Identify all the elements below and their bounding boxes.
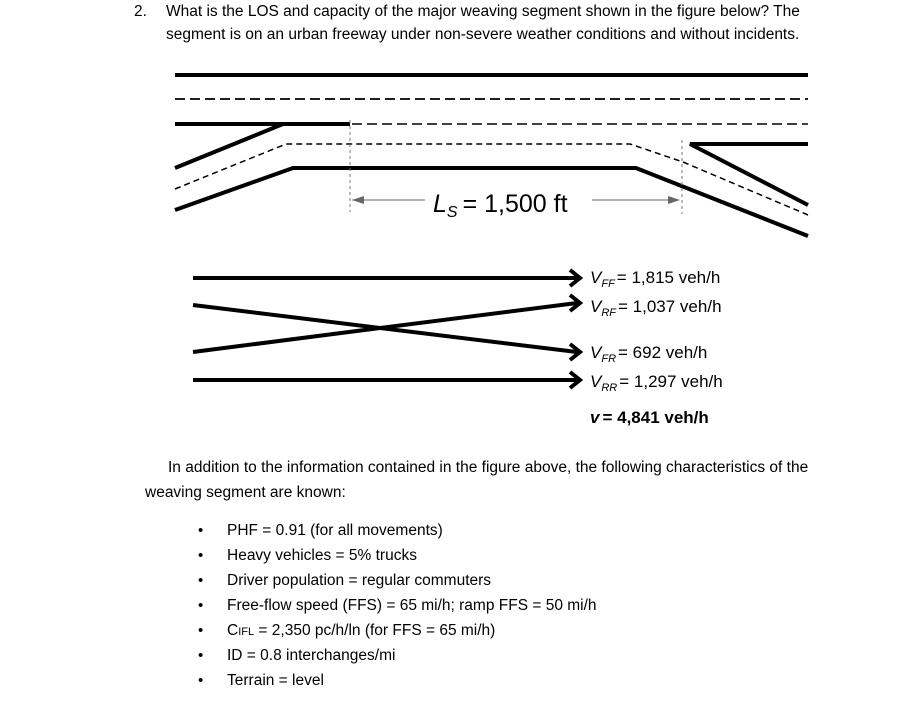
cifl-text: = 2,350 pc/h/ln (for FFS = 65 mi/h) <box>254 622 496 639</box>
question-number: 2. <box>134 3 147 20</box>
bullet: • <box>198 622 204 639</box>
bullet: • <box>198 597 204 614</box>
list-item-interchange-density <box>195 643 597 668</box>
list-item-heavy-vehicles <box>195 543 597 568</box>
on-ramp-nose <box>175 124 283 168</box>
list-item-terrain <box>195 668 597 693</box>
bullet: • <box>198 522 204 539</box>
list-item-driver-population <box>195 568 597 593</box>
list-item-phf <box>195 518 597 543</box>
interchange-density-text: ID = 0.8 interchanges/mi <box>227 647 396 664</box>
intro-line-1: In addition to the information contained in the figure above, the following characteristics of the <box>168 459 809 476</box>
bullet: • <box>198 647 204 664</box>
segment-length-label: $L_S = 1,500$ ft <box>433 190 568 221</box>
roadway-diagram <box>175 75 808 236</box>
length-arrow-right <box>668 196 680 204</box>
list-item-free-flow-speed <box>195 593 597 618</box>
characteristics-list <box>195 518 597 693</box>
driver-population-text: Driver population = regular commuters <box>227 572 492 589</box>
free-flow-speed-text: Free-flow speed (FFS) = 65 mi/h; ramp FFS = 50 mi/h <box>227 597 597 614</box>
length-arrow-left <box>352 196 364 204</box>
flow-label-rr: $V_{RR} = 1,297$ veh/h <box>590 372 723 394</box>
question-line-1: What is the LOS and capacity of the major weaving segment shown in the figure below? The <box>166 3 800 20</box>
flow-line-rf <box>193 303 577 328</box>
flow-label-ff: $V_{FF} = 1,815$ veh/h <box>590 268 721 290</box>
bullet: • <box>198 572 204 589</box>
flow-label-rf: $V_{RF} = 1,037$ veh/h <box>590 297 722 319</box>
flow-line-fr <box>193 328 577 352</box>
off-ramp-lane-line <box>683 162 808 215</box>
cifl-prefix: C <box>227 622 239 639</box>
bullet: • <box>198 672 204 689</box>
terrain-text: Terrain = level <box>227 672 324 689</box>
bullet: • <box>198 547 204 564</box>
list-item-cifl <box>195 618 597 643</box>
heavy-vehicles-text: Heavy vehicles = 5% trucks <box>227 547 417 564</box>
question-line-2: segment is on an urban freeway under non-severe weather conditions and without incidents. <box>166 26 800 43</box>
intro-line-2: weaving segment are known: <box>145 484 346 501</box>
flow-label-fr: $V_{FR} = 692$ veh/h <box>590 343 708 365</box>
flow-diagram <box>193 268 723 427</box>
cifl-subscript: IFL <box>238 626 255 638</box>
total-flow-label: v = 4,841 veh/h <box>590 408 709 427</box>
phf-text: PHF = 0.91 (for all movements) <box>227 522 443 539</box>
